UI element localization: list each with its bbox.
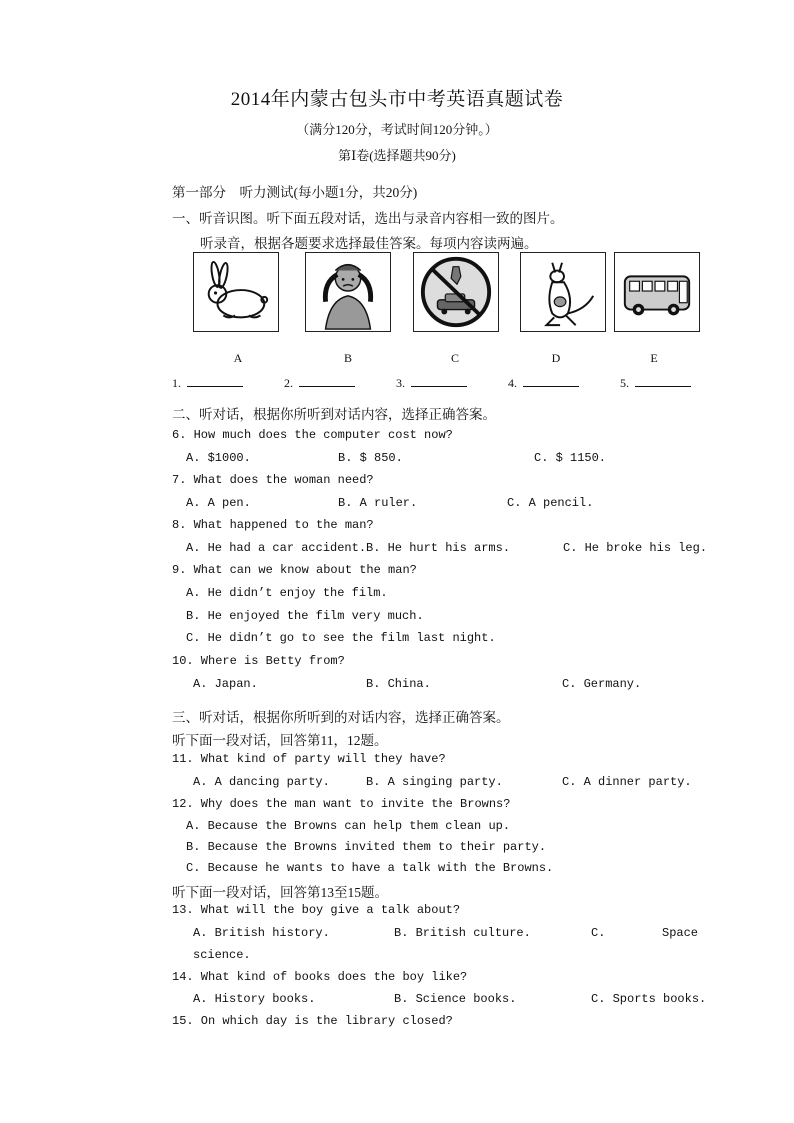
picture-a xyxy=(193,252,279,332)
page-title: 2014年内蒙古包头市中考英语真题试卷 xyxy=(230,89,564,110)
option: B. A ruler. xyxy=(338,496,418,510)
option: C. Because he wants to have a talk with the Browns. xyxy=(186,861,554,875)
answer-blank[interactable] xyxy=(620,376,691,391)
picture-e xyxy=(614,252,700,332)
rabbit-icon xyxy=(194,253,278,331)
question-11: 11. What kind of party will they have? xyxy=(172,752,446,766)
question-14: 14. What kind of books does the boy like? xyxy=(172,970,468,984)
question-6: 6. How much does the computer cost now? xyxy=(172,428,453,442)
option: C. He didn’t go to see the film last night. xyxy=(186,631,496,645)
picture-label: D xyxy=(551,351,561,365)
option: B. Science books. xyxy=(394,992,517,1006)
option: A. Japan. xyxy=(193,677,258,691)
section3-intro-2: 听下面一段对话，回答第13至15题。 xyxy=(172,885,388,900)
section3-intro-1: 听下面一段对话，回答第11，12题。 xyxy=(172,733,388,748)
answer-blank[interactable] xyxy=(508,376,579,391)
option: C. Germany. xyxy=(562,677,642,691)
option: A. A dancing party. xyxy=(193,775,330,789)
question-12: 12. Why does the man want to invite the Browns? xyxy=(172,797,511,811)
option: C. A pencil. xyxy=(507,496,594,510)
blank-number: 1. xyxy=(172,376,181,390)
section1-heading: 一、听音识图。听下面五段对话，选出与录音内容相一致的图片。 xyxy=(172,211,564,226)
picture-b xyxy=(305,252,391,332)
option: A. History books. xyxy=(193,992,316,1006)
picture-label: B xyxy=(343,351,352,365)
option: A. He didn’t enjoy the film. xyxy=(186,586,388,600)
exam-subtitle: （满分120分，考试时间120分钟。） xyxy=(296,122,498,137)
question-8: 8. What happened to the man? xyxy=(172,518,374,532)
question-9: 9. What can we know about the man? xyxy=(172,563,417,577)
headache-man-icon xyxy=(306,253,390,331)
question-7: 7. What does the woman need? xyxy=(172,473,374,487)
option: C. xyxy=(591,926,606,940)
option: A. A pen. xyxy=(186,496,251,510)
picture-label: C xyxy=(450,351,459,365)
option: B. $ 850. xyxy=(338,451,403,465)
kangaroo-icon xyxy=(521,253,605,331)
option: B. Because the Browns invited them to their party. xyxy=(186,840,547,854)
option: B. A singing party. xyxy=(366,775,503,789)
picture-label: E xyxy=(650,351,658,365)
option: B. China. xyxy=(366,677,431,691)
bus-icon xyxy=(615,253,699,331)
question-13: 13. What will the boy give a talk about? xyxy=(172,903,461,917)
section3-heading: 三、听对话，根据你所听到的对话内容，选择正确答案。 xyxy=(172,710,510,725)
section2-heading: 二、听对话，根据你所听到对话内容，选择正确答案。 xyxy=(172,407,496,422)
picture-label: A xyxy=(233,351,243,365)
answer-blank[interactable] xyxy=(396,376,467,391)
option: B. British culture. xyxy=(394,926,531,940)
option: C. Sports books. xyxy=(591,992,707,1006)
blank-number: 2. xyxy=(284,376,293,390)
picture-c xyxy=(413,252,499,332)
section1-instruction: 听录音，根据各题要求选择最佳答案。每项内容读两遍。 xyxy=(200,236,538,251)
question-15: 15. On which day is the library closed? xyxy=(172,1014,453,1028)
option: C. $ 1150. xyxy=(534,451,607,465)
option-text-wrap: science. xyxy=(193,948,251,962)
blank-number: 5. xyxy=(620,376,629,390)
question-10: 10. Where is Betty from? xyxy=(172,654,345,668)
option: A. British history. xyxy=(193,926,330,940)
option: A. Because the Browns can help them clean up. xyxy=(186,819,511,833)
blank-number: 3. xyxy=(396,376,405,390)
volume-heading: 第Ⅰ卷(选择题共90分) xyxy=(338,148,456,163)
answer-blank[interactable] xyxy=(284,376,355,391)
option: A. He had a car accident. xyxy=(186,541,367,555)
option: C. He broke his leg. xyxy=(563,541,708,555)
option: B. He hurt his arms. xyxy=(366,541,511,555)
option: B. He enjoyed the film very much. xyxy=(186,609,424,623)
option: C. A dinner party. xyxy=(562,775,692,789)
option-text: Space xyxy=(662,926,699,940)
answer-blank[interactable] xyxy=(172,376,243,391)
picture-d xyxy=(520,252,606,332)
no-parking-sign-icon xyxy=(414,253,498,331)
option: A. $1000. xyxy=(186,451,251,465)
part1-heading: 第一部分 听力测试(每小题1分，共20分) xyxy=(172,185,418,200)
blank-number: 4. xyxy=(508,376,517,390)
